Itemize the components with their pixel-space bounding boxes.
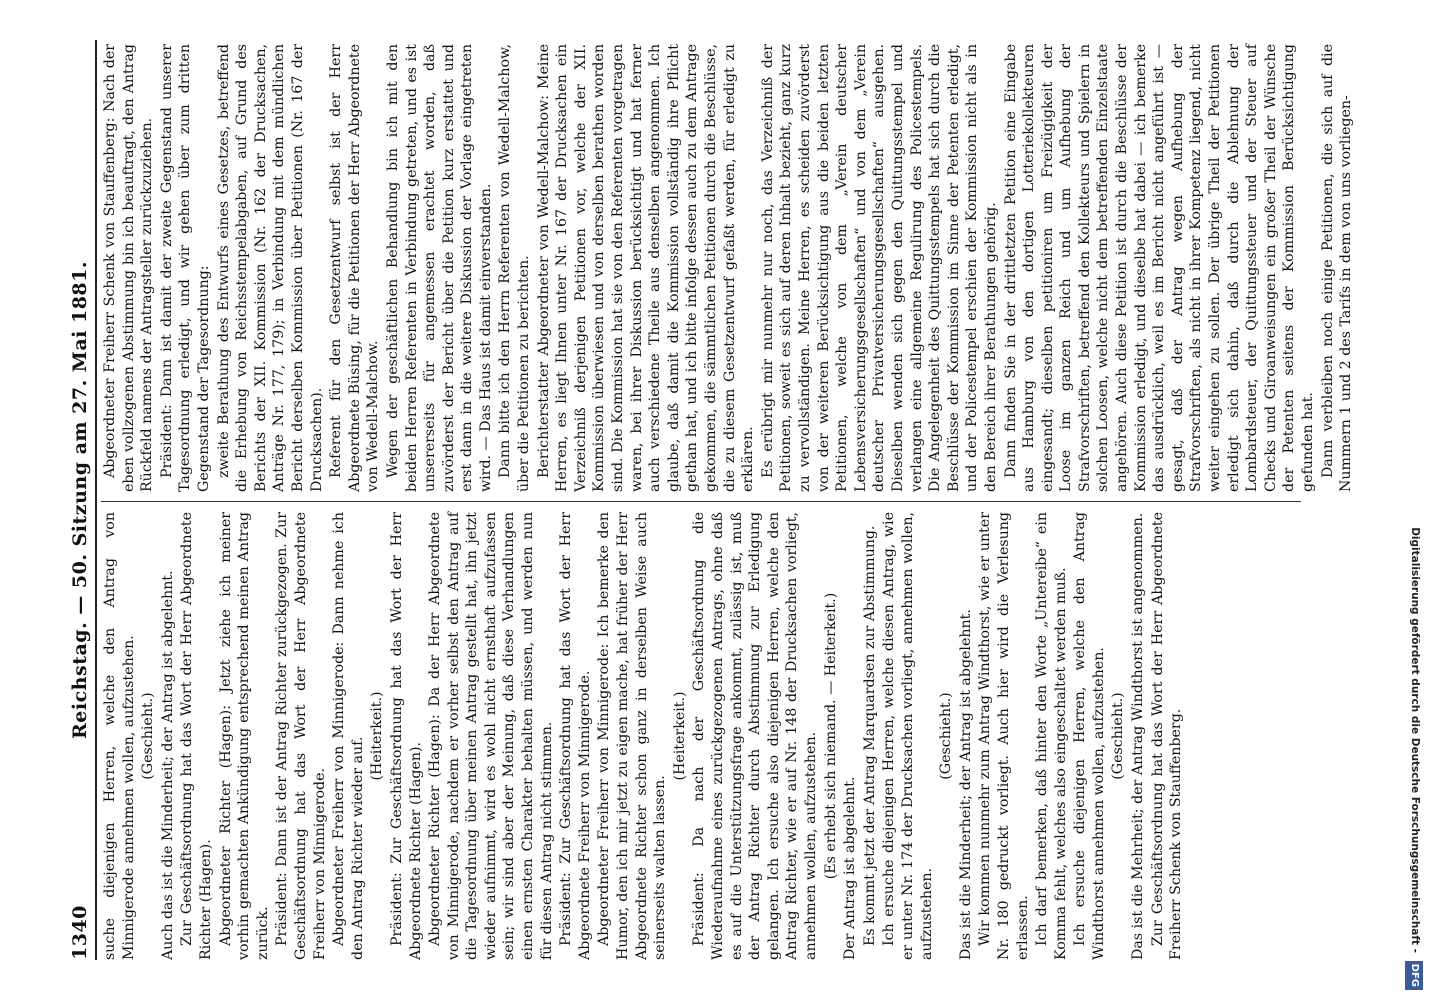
paragraph: Dann bitte ich den Herrn Referenten von Wedell-Malchow, über die Petitionen zu berichten. [497, 44, 533, 492]
paragraph: (Geschieht.) [1110, 692, 1127, 780]
paragraph: Dann finden Sie in der drittletzten Petition eine Eingabe aus Hamburg von den dortigen Lotteriekollekteuren eingesandt; dieselben petitioniren um Freizügigkeit der Loose im ganzen Reich und um Aufhebung der Strafvorschriften, betreffend den Kollekteurs und Spielern in solchen Loosen, welche nicht dem betreffenden Einzelstaate angehören. Auch diese Petition ist durch die Beschlüsse der Kommission erledigt, und dieselbe hat dabei — ich bemerke das ausdrücklich, weil es im Bericht nicht angeführt ist — gesagt, daß der Antrag wegen Aufhebung der Strafvorschriften, als nicht in ihrer Kompetenz liegend, nicht weiter eingehen zu sollen. Der übrige Theil der Petitionen erledigt sich dahin, daß durch die Ablehnung der Lombardsteuer, der Quittungssteuer und der Steuer auf Checks und Giroanweisungen ein großer Theil der Wünsche der Petenten seitens der Kommission Berücksichtigung gefunden hat. [1002, 44, 1316, 492]
paragraph: Zur Geschäftsordnung hat das Wort der Herr Abgeordnete Freiherr Schenk von Stauffenberg. [1149, 512, 1185, 960]
paragraph: Ich darf bemerken, daß hinter den Worte „Untereibe“ ein Komma fehlt, welches also eingeschaltet werden muß. [1034, 512, 1069, 960]
left-column [101, 512, 1301, 960]
paragraph: zweite Berathung des Entwurfs eines Gesetzes, betreffend die Erhebung von Reichsstempelabgaben, auf Grund des Berichts der XII. Kommission (Nr. 162 der Drucksachen, Anträge Nr. 177, 179); in Verbindung mit dem mündlichen Bericht derselben Kommission über Petitionen (Nr. 167 der Drucksachen). [215, 44, 325, 492]
dfg-logo: DFG [1405, 961, 1423, 990]
paragraph: (Es erhebt sich niemand. — Heiterkeit.) [822, 592, 839, 880]
page-header [69, 40, 97, 960]
paragraph: (Geschieht.) [140, 692, 157, 780]
paragraph: Wegen der geschäftlichen Behandlung bin ich mit den beiden Herren Referenten in Verbindung getreten, und es ist unsererseits für angemessen erachtet worden, daß zuvörderst der Bericht über die Petition kurz erstattet und erst dann in die weitere Diskussion der Vorlage eingetreten wird. — Das Haus ist damit einverstanden. [384, 44, 494, 492]
paragraph: Es erübrigt mir nunmehr nur noch, das Verzeichniß der Petitionen, soweit es sich auf deren Inhalt bezieht, ganz kurz zu vervollständigen. Meine Herren, es scheiden zuvörderst von der weiteren Berücksichtigung aus die beiden letzten Petitionen, welche von dem „Verein deutscher Lebensversicherungsgesellschaften“ und von dem „Verein deutscher Privatversicherungsgesellschaften“ ausgehen. Dieselben wenden sich gegen den Quittungsstempel und verlangen eine allgemeine Regulirung des Policestempels. Die Angelegenheit des Quittungsstempels hat sich durch die Beschlüsse der Kommission im Sinne der Petenten erledigt, und der Policestempel erschien der Kommission nicht als in den Bereich ihrer Berathungen gehörig. [759, 44, 999, 492]
paragraph: Abgeordneter Freiherr Schenk von Stauffenberg: Nach der eben vollzogenen Abstimmung bin ich beauftragt, den Antrag Rückfeld namens der Antragsteller zurückzuziehen. [102, 44, 156, 492]
running-title: Reichstag. — 50. Sitzung am 27. Mai 1881. [69, 261, 91, 739]
paragraph: Abgeordneter Richter (Hagen): Da der Herr Abgeordnete von Minnigerode, nachdem er vorher selbst den Antrag auf die Tagesordnung über meinen Antrag gestellt hat, ihn jetzt wieder aufnimmt, wird es wohl nicht ernsthaft aufzufassen sein; wir sind aber der Meinung, daß diese Verhandlungen einen ernsten Charakter behalten müssen, und werden nun für diesen Antrag nicht stimmen. [427, 512, 555, 960]
paragraph: suche diejenigen Herren, welche den Antrag von Minnigerode annehmen wollen, aufzustehen. [102, 512, 137, 960]
paragraph: Präsident: Zur Geschäftsordnung hat das Wort der Herr Abgeordnete Freiherr von Minnigerode. [558, 512, 593, 960]
paragraph: Auch das ist die Minderheit; der Antrag ist abgelehnt. [159, 570, 176, 960]
paragraph: Dann verbleiben noch einige Petitionen, die sich auf die Nummern 1 und 2 des Tarifs in dem von uns vorliegen- [1319, 44, 1355, 492]
paragraph: Abgeordneter Richter (Hagen): Jetzt ziehe ich meiner vorhin gemachten Ankündigung entsprechend meinen Antrag zurück. [217, 512, 271, 960]
paragraph: Präsident: Zur Geschäftsordnung hat das Wort der Herr Abgeordnete Richter (Hagen). [388, 512, 424, 960]
paragraph: Abgeordneter Freiherr von Minnigerode: Ich bemerke den Humor, den ich mir jetzt zu eigen mache, hat früher der Herr Abgeordnete Richter schon ganz in derselben Weise auch seinerseits walten lassen. [596, 512, 669, 960]
paragraph: Zur Geschäftsordnung hat das Wort der Herr Abgeordnete Richter (Hagen). [179, 512, 214, 960]
column-divider [101, 501, 1301, 502]
paragraph: Präsident: Dann ist damit der zweite Gegenstand unserer Tagesordnung erledigt, und wir gehen über zum dritten Gegenstand der Tagesordnung: [158, 44, 212, 492]
paragraph: Präsident: Dann ist der Antrag Richter zurückgezogen. Zur Geschäftsordnung hat das Wort der Herr Abgeordnete Freiherr von Minnigerode. [274, 512, 328, 960]
paragraph: (Geschieht.) [938, 692, 955, 780]
paragraph: Der Antrag ist abgelehnt. [842, 776, 859, 960]
page-number: 1340 [69, 905, 91, 960]
document-page [51, 20, 1381, 980]
paragraph: Das ist die Mehrheit; der Antrag Windthorst ist angenommen. [1130, 512, 1147, 960]
paragraph: Abgeordneter Freiherr von Minnigerode: Dann nehme ich den Antrag Richter wieder auf. [331, 512, 366, 960]
paragraph: Es kommt jetzt der Antrag Marquardsen zur Abstimmung. [861, 525, 878, 946]
paragraph: (Heiterkeit.) [369, 691, 386, 781]
paragraph: Ich ersuche diejenigen Herren, welche diesen Antrag, wie er unter Nr. 174 der Drucksachen vorliegt, annehmen wollen, aufzustehen. [881, 512, 935, 960]
paragraph: Referent für den Gesetzentwurf selbst ist der Herr Abgeordnete Büsing, für die Petitionen der Herr Abgeordnete von Wedell-Malchow. [328, 44, 382, 492]
paragraph: Das ist die Minderheit; der Antrag ist abgelehnt. [957, 609, 974, 960]
paragraph: Ich ersuche diejenigen Herren, welche den Antrag Windthorst annehmen wollen, aufzustehen. [1072, 512, 1107, 960]
credit-text: Digitalisierung gefördert durch die Deutsche Forschungsgemeinschaft - [1409, 527, 1421, 957]
digitization-credit [1406, 10, 1424, 990]
paragraph: Berichterstatter Abgeordneter von Wedell-Malchow: Meine Herren, es liegt Ihnen unter Nr. 167 der Drucksachen ein Verzeichniß derjenigen Petitionen vor, welche der XII. Kommission überwiesen und von derselben berathen worden sind. Die Kommission hat sie von den Referenten vorgetragen waren, bei ihrer Diskussion berücksichtigt und hat ferner auch verschiedene Theile aus denselben angenommen. Ich glaube, daß damit die Kommission vollständig ihre Pflicht gethan hat, und ich bitte infolge dessen auch zu dem Antrage gekommen, die sämmtlichen Petitionen durch die Beschlüsse, die zu diesem Gesetzentwurf gefaßt werden, für erledigt zu erklären. [535, 44, 757, 492]
paragraph: Präsident: Da nach der Geschäftsordnung die Wiederaufnahme eines zurückgezogenen Antrags, ohne daß es auf die Unterstützungsfrage ankommt, zulässig ist, muß der Antrag Richter durch Abstimmung zur Erledigung gelangen. Ich ersuche also diejenigen Herren, welche den Antrag Richter, wie er auf Nr. 148 der Drucksachen vorliegt, annehmen wollen, aufzustehen. [691, 512, 819, 960]
paragraph: (Heiterkeit.) [671, 691, 688, 781]
right-column [101, 44, 1355, 492]
paragraph: Wir kommen nunmehr zum Antrag Windthorst, wie er unter Nr. 180 gedruckt vorliegt. Auch hier wird die Verlesung erlassen. [977, 512, 1031, 960]
